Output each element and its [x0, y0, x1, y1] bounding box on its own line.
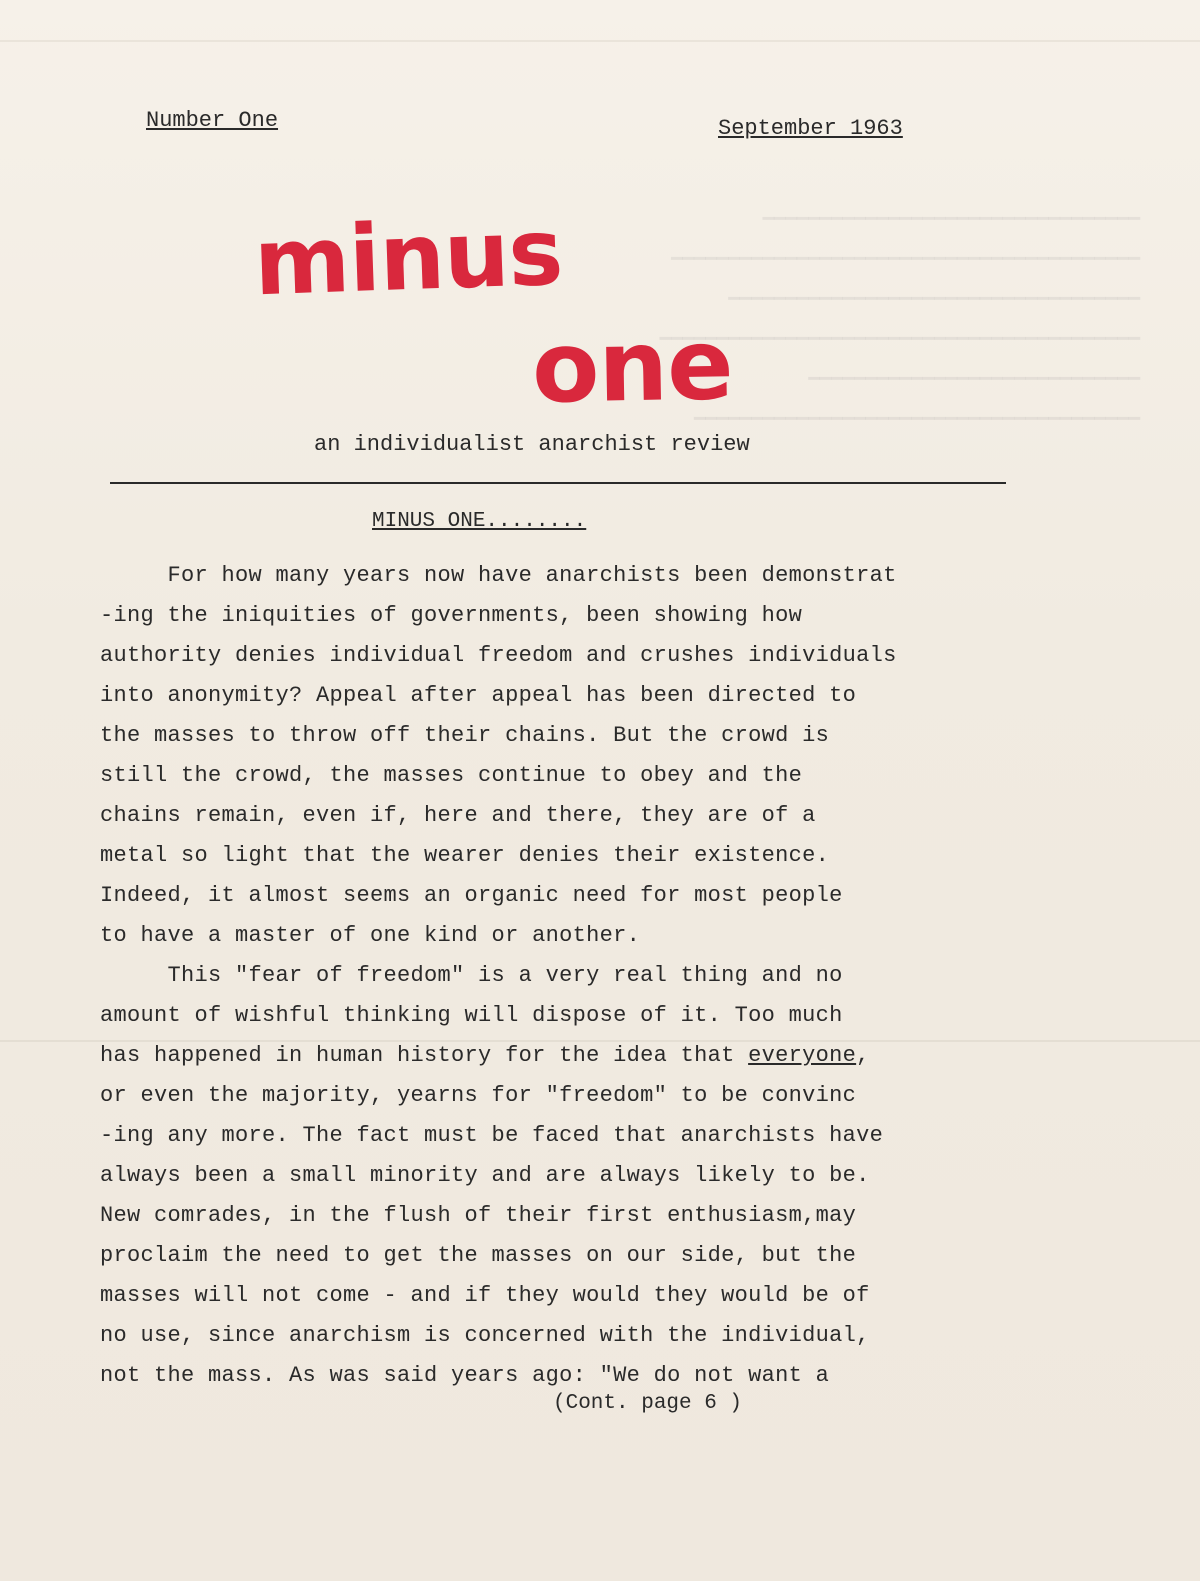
- article-line: New comrades, in the flush of their first enthusiasm,may: [100, 1203, 857, 1228]
- article-line: metal so light that the wearer denies their existence.: [100, 843, 830, 868]
- article-line: into anonymity? Appeal after appeal has been directed to: [100, 683, 857, 708]
- article-line: For how many years now have anarchists been demonstrat: [100, 563, 897, 588]
- article-line: chains remain, even if, here and there, they are of a: [100, 803, 816, 828]
- article-line: has happened in human history for the idea that everyone,: [100, 1043, 870, 1068]
- article-line: masses will not come - and if they would they would be of: [100, 1283, 870, 1308]
- masthead-subtitle: an individualist anarchist review: [314, 432, 750, 457]
- article-line: always been a small minority and are always likely to be.: [100, 1163, 870, 1188]
- article-line: no use, since anarchism is concerned with the individual,: [100, 1323, 870, 1348]
- article-line: not the mass. As was said years ago: "We do not want a: [100, 1363, 830, 1388]
- article-line: Indeed, it almost seems an organic need for most people: [100, 883, 843, 908]
- article-line: -ing any more. The fact must be faced that anarchists have: [100, 1123, 884, 1148]
- article-body: [100, 556, 1060, 1396]
- masthead-divider: [110, 482, 1006, 484]
- article-line: the masses to throw off their chains. But the crowd is: [100, 723, 830, 748]
- article-line: or even the majority, yearns for "freedom" to be convinc: [100, 1083, 857, 1108]
- issue-date: September 1963: [718, 116, 903, 141]
- article-line: amount of wishful thinking will dispose of it. Too much: [100, 1003, 843, 1028]
- issue-number: Number One: [146, 108, 279, 133]
- article-line: proclaim the need to get the masses on our side, but the: [100, 1243, 857, 1268]
- article-line: to have a master of one kind or another.: [100, 923, 641, 948]
- emphasis-underline: everyone: [748, 1043, 857, 1068]
- article-line: authority denies individual freedom and crushes individuals: [100, 643, 897, 668]
- article-title: MINUS ONE........: [372, 510, 587, 533]
- article-line: still the crowd, the masses continue to obey and the: [100, 763, 803, 788]
- masthead-title-line1: minus: [252, 198, 564, 317]
- paper-fold: [0, 40, 1200, 42]
- article-line: -ing the iniquities of governments, been showing how: [100, 603, 803, 628]
- continuation-note: (Cont. page 6 ): [553, 1392, 743, 1415]
- masthead-title-line2: one: [531, 308, 734, 426]
- article-line: This "fear of freedom" is a very real thing and no: [100, 963, 843, 988]
